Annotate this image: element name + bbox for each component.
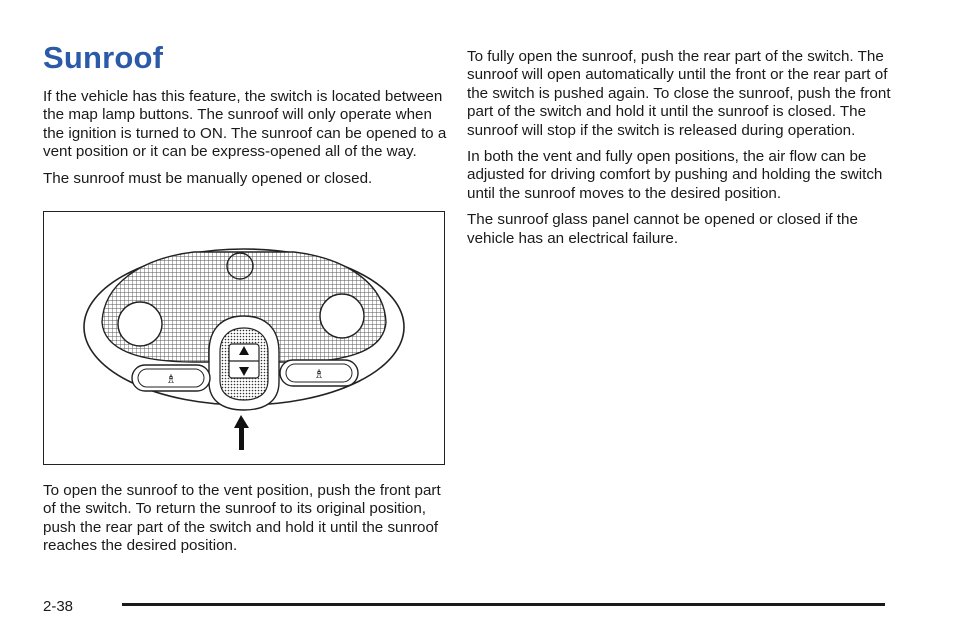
overhead-console-drawing — [44, 212, 444, 463]
sensor-grille — [227, 253, 253, 279]
paragraph: The sunroof must be manually opened or closed. — [43, 169, 373, 187]
pointer-arrow-icon — [234, 415, 249, 450]
figure-caption — [43, 482, 453, 564]
paragraph: To fully open the sunroof, push the rear part of the switch. The sunroof will open automatically until the front or the rear part of the switch is pushed again. To close the sunroof, push the front part of the switch and hold it until the sunroof is closed. The sunroof will stop if the switch is released during operation. — [467, 48, 891, 139]
page-title: Sunroof — [43, 40, 164, 75]
page-number: 2-38 — [43, 598, 74, 615]
footer-rule — [122, 603, 885, 606]
paragraph: If the vehicle has this feature, the switch is located between the map lamp buttons. The sunroof will only operate when the ignition is turned to ON. The sunroof can be opened to a vent position or it can be express-opened all of the way. — [43, 88, 447, 161]
right-map-lamp-lens — [320, 294, 364, 338]
lamp-icon: ♗ — [165, 372, 177, 386]
intro-text — [43, 88, 448, 196]
left-map-lamp-lens — [118, 302, 162, 346]
paragraph: In both the vent and fully open positions, the air flow can be adjusted for driving comfort by pushing and holding the switch until the sunroof moves to the desired position. — [467, 148, 883, 202]
paragraph: To open the sunroof to the vent position, push the front part of the switch. To return the sunroof to its original position, push the rear part of the switch and hold it until the sunroof reaches the desired position. — [43, 482, 441, 555]
sunroof-switch-illustration — [43, 211, 445, 465]
lamp-icon: ♗ — [313, 367, 325, 381]
right-column-text — [467, 48, 892, 256]
paragraph: The sunroof glass panel cannot be opened or closed if the vehicle has an electrical failure. — [467, 211, 858, 247]
